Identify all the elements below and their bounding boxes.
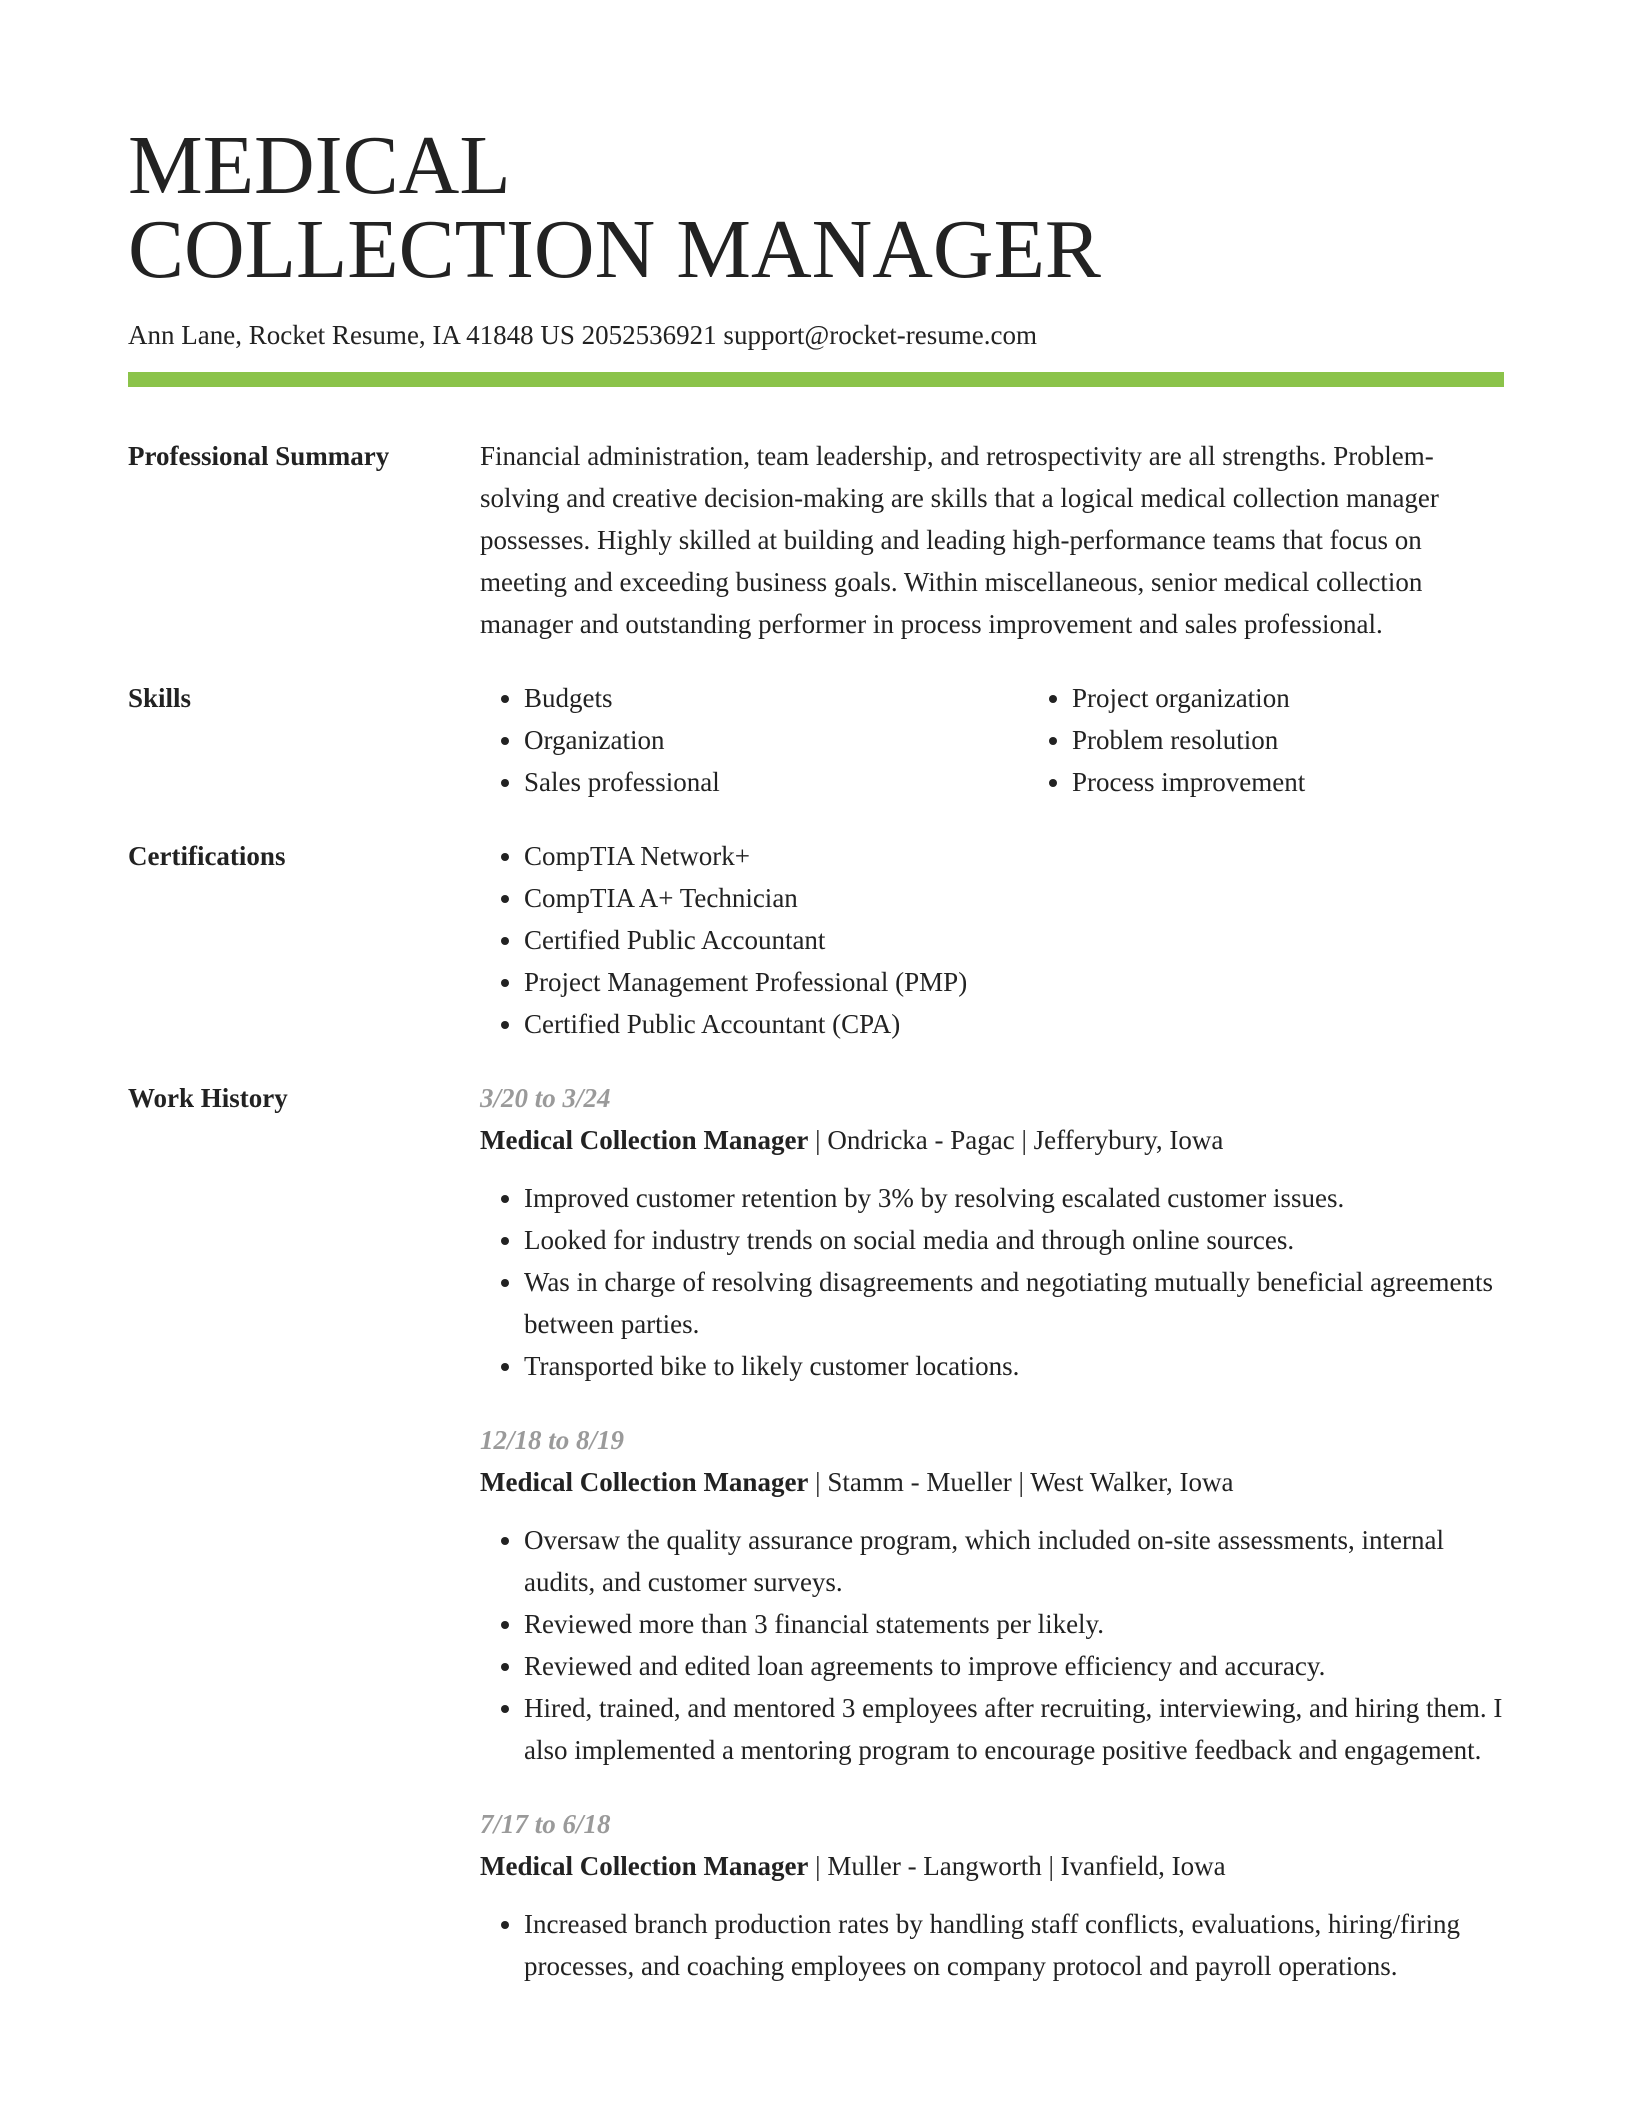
certification-item: • Certified Public Accountant (CPA) — [524, 1003, 1504, 1045]
job-title: Medical Collection Manager — [480, 1851, 809, 1881]
job-bullets — [480, 1177, 1504, 1387]
skill-item: • Budgets — [524, 677, 1028, 719]
certification-item: • Certified Public Accountant — [524, 919, 1504, 961]
section-body-certifications — [480, 835, 1504, 1045]
job-entry — [480, 1803, 1504, 1987]
job-entry — [480, 1419, 1504, 1771]
certifications-list — [480, 835, 1504, 1045]
resume-page — [128, 119, 1504, 2019]
job-heading — [480, 1461, 1504, 1503]
job-bullets — [480, 1903, 1504, 1987]
section-body-summary — [480, 435, 1504, 645]
job-title: Medical Collection Manager — [480, 1467, 809, 1497]
section-body-skills — [480, 677, 1576, 803]
section-label-certifications: Certifications — [128, 841, 286, 871]
section-work-history — [128, 1077, 1504, 2019]
job-details: | Muller - Langworth | Ivanfield, Iowa — [808, 1851, 1226, 1881]
job-heading — [480, 1845, 1504, 1887]
job-bullets — [480, 1519, 1504, 1771]
skills-column-2 — [1028, 677, 1576, 803]
section-skills — [128, 677, 1504, 803]
job-bullet: • Improved customer retention by 3% by resolving escalated customer issues. — [524, 1177, 1504, 1219]
job-bullet: • Was in charge of resolving disagreements and negotiating mutually beneficial agreements between parties. — [524, 1261, 1504, 1345]
job-dates: 7/17 to 6/18 — [480, 1809, 611, 1839]
job-bullet: • Reviewed and edited loan agreements to improve efficiency and accuracy. — [524, 1645, 1504, 1687]
skills-grid — [480, 677, 1576, 803]
job-details: | Ondricka - Pagac | Jefferybury, Iowa — [808, 1125, 1224, 1155]
skill-item: • Problem resolution — [1072, 719, 1576, 761]
certification-item: • CompTIA A+ Technician — [524, 877, 1504, 919]
job-bullet: • Transported bike to likely customer locations. — [524, 1345, 1504, 1387]
skill-item: • Process improvement — [1072, 761, 1576, 803]
skill-item: • Organization — [524, 719, 1028, 761]
job-dates: 12/18 to 8/19 — [480, 1425, 625, 1455]
summary-text: Financial administration, team leadership, and retrospectivity are all strengths. Problem-solving and creative decision-making are skills that a logical medical collection manager possesses. Highly skilled at building and leading high-performance teams that focus on meeting and exceeding business goals. Within miscellaneous, senior medical collection manager and outstanding performer in process improvement and sales professional. — [480, 441, 1439, 639]
skill-item: • Project organization — [1072, 677, 1576, 719]
title-line-2: COLLECTION MANAGER — [128, 203, 1101, 296]
job-bullet: • Looked for industry trends on social media and through online sources. — [524, 1219, 1504, 1261]
job-title: Medical Collection Manager — [480, 1125, 809, 1155]
title-line-1: MEDICAL — [128, 119, 511, 212]
job-bullet: • Increased branch production rates by handling staff conflicts, evaluations, hiring/firing processes, and coaching employees on company protocol and payroll operations. — [524, 1903, 1504, 1987]
section-certifications — [128, 835, 1504, 1045]
job-bullet: • Hired, trained, and mentored 3 employees after recruiting, interviewing, and hiring them. I also implemented a mentoring program to encourage positive feedback and engagement. — [524, 1687, 1504, 1771]
job-entry — [480, 1077, 1504, 1387]
section-label-work-history: Work History — [128, 1083, 288, 1113]
job-bullet: • Reviewed more than 3 financial statements per likely. — [524, 1603, 1504, 1645]
certification-item: • CompTIA Network+ — [524, 835, 1504, 877]
skills-column-1 — [480, 677, 1028, 803]
certification-item: • Project Management Professional (PMP) — [524, 961, 1504, 1003]
skill-item: • Sales professional — [524, 761, 1028, 803]
job-heading — [480, 1119, 1504, 1161]
job-details: | Stamm - Mueller | West Walker, Iowa — [808, 1467, 1234, 1497]
section-professional-summary — [128, 435, 1504, 645]
contact-info: Ann Lane, Rocket Resume, IA 41848 US 2052536921 support@rocket-resume.com — [128, 320, 1037, 350]
section-body-work-history — [480, 1077, 1504, 2019]
job-dates: 3/20 to 3/24 — [480, 1083, 611, 1113]
resume-title — [128, 119, 1504, 296]
section-label-summary: Professional Summary — [128, 441, 390, 471]
section-label-skills: Skills — [128, 683, 192, 713]
accent-divider — [128, 372, 1504, 387]
job-bullet: • Oversaw the quality assurance program, which included on-site assessments, internal audits, and customer surveys. — [524, 1519, 1504, 1603]
